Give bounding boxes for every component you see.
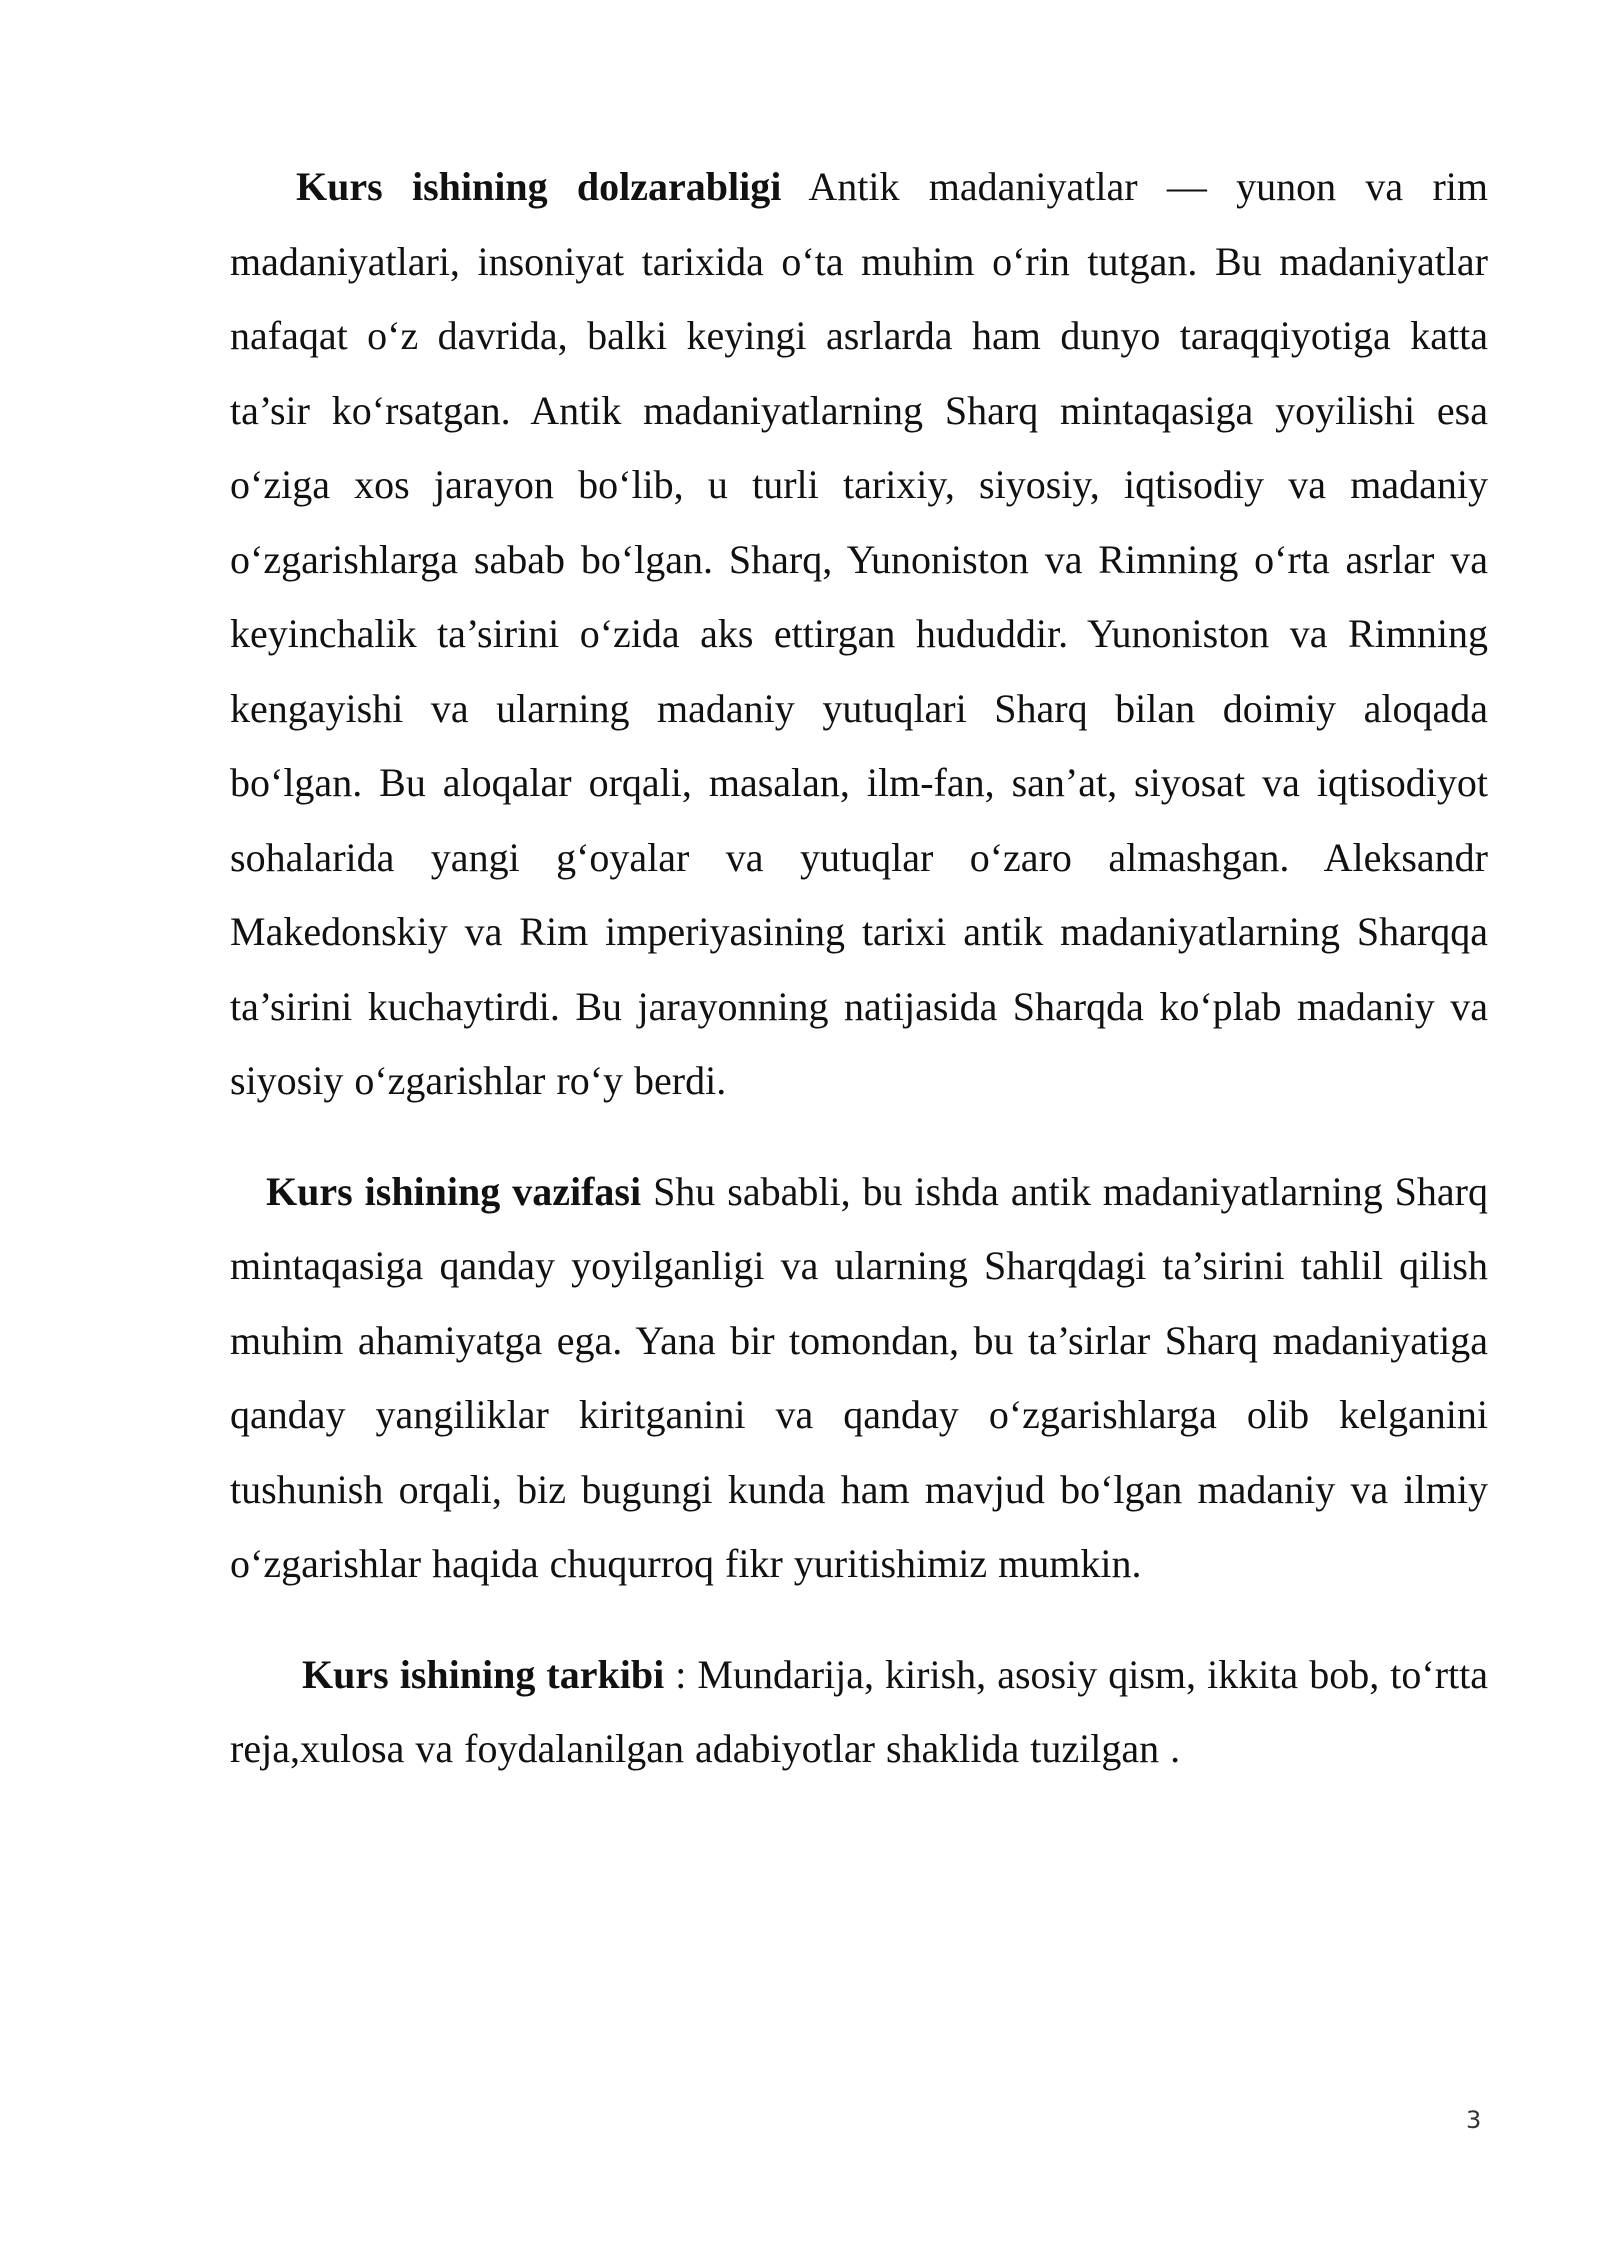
paragraph-tarkibi — [230, 1638, 1488, 1787]
paragraph-vazifasi — [230, 1155, 1488, 1602]
paragraph-body: Shu sababli, bu ishda antik madaniyatlarning Sharq mintaqasiga qanday yoyilganligi va ularning Sharqdagi ta’sirini tahlil qilish muhim ahamiyatga ega. Yana bir tomondan, bu ta’sirlar Sharq madaniyatiga qanday yangiliklar kiritganini va qanday o‘zgarishlarga olib kelganini tushunish orqali, biz bugungi kunda ham mavjud bo‘lgan madaniy va ilmiy o‘zgarishlar haqida chuqurroq fikr yuritishimiz mumkin. — [230, 1168, 1488, 1586]
page-number: 3 — [1466, 2106, 1482, 2134]
paragraph-heading: Kurs ishining vazifasi — [266, 1168, 642, 1214]
paragraph-body: : Mundarija, kirish, asosiy qism, ikkita bob, to‘rtta reja,xulosa va foydalanilgan adabiyotlar shaklida tuzilgan . — [230, 1651, 1488, 1771]
document-page — [230, 150, 1488, 1787]
paragraph-heading: Kurs ishining tarkibi — [302, 1651, 665, 1697]
paragraph-dolzarbligi — [230, 150, 1488, 1119]
paragraph-body: Antik madaniyatlar — yunon va rim madaniyatlari, insoniyat tarixida o‘ta muhim o‘rin tutgan. Bu madaniyatlar nafaqat o‘z davrida, balki keyingi asrlarda ham dunyo taraqqiyotiga katta ta’sir ko‘rsatgan. Antik madaniyatlarning Sharq mintaqasiga yoyilishi esa o‘ziga xos jarayon bo‘lib, u turli tarixiy, siyosiy, iqtisodiy va madaniy o‘zgarishlarga sabab bo‘lgan. Sharq, Yunoniston va Rimning o‘rta asrlar va keyinchalik ta’sirini o‘zida aks ettirgan hududdir. Yunoniston va Rimning kengayishi va ularning madaniy yutuqlari Sharq bilan doimiy aloqada bo‘lgan. Bu aloqalar orqali, masalan, ilm-fan, san’at, siyosat va iqtisodiyot sohalarida yangi g‘oyalar va yutuqlar o‘zaro almashgan. Aleksandr Makedonskiy va Rim imperiyasining tarixi antik madaniyatlarning Sharqqa ta’sirini kuchaytirdi. Bu jarayonning natijasida Sharqda ko‘plab madaniy va siyosiy o‘zgarishlar ro‘y berdi. — [230, 164, 1489, 1103]
paragraph-heading: Kurs ishining dolzarabligi — [296, 164, 782, 209]
